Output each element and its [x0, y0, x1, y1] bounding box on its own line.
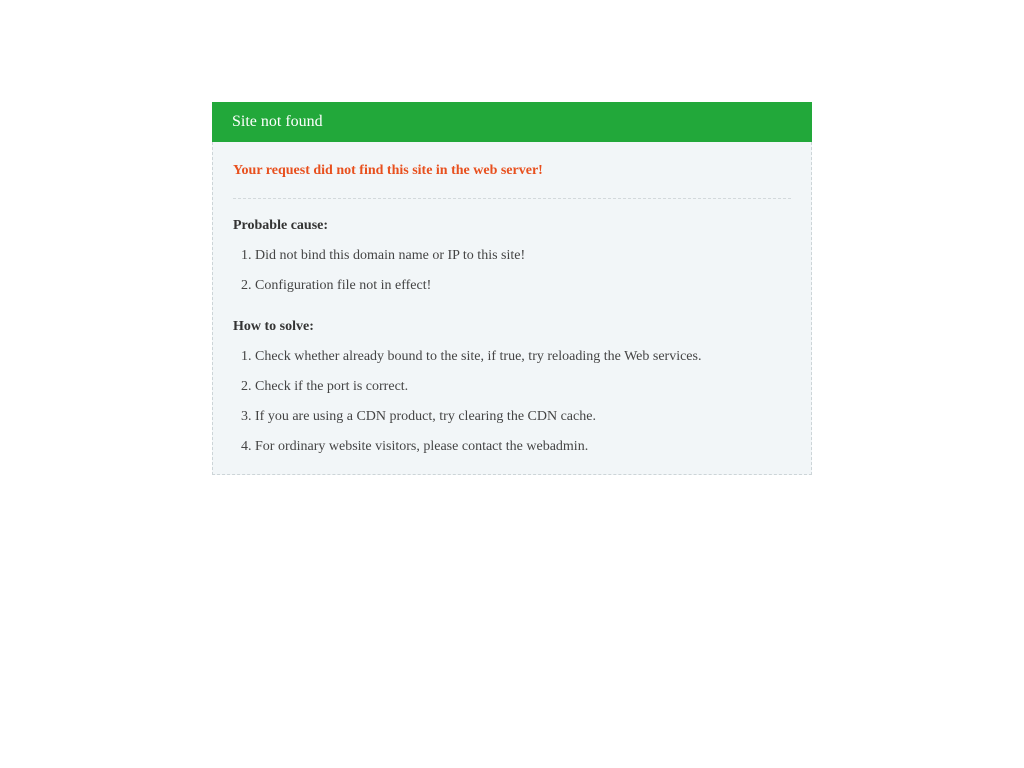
- list-item: 1. Check whether already bound to the site, if true, try reloading the Web services.: [255, 348, 791, 366]
- list-item: 2. Check if the port is correct.: [255, 378, 791, 396]
- page-title: Site not found: [232, 113, 323, 130]
- how-to-solve-heading: How to solve:: [233, 319, 314, 334]
- list-item: 2. Configuration file not in effect!: [255, 277, 791, 295]
- error-panel: [212, 142, 812, 475]
- list-item: 1. Did not bind this domain name or IP to this site!: [255, 247, 791, 265]
- page-header: [212, 102, 812, 142]
- error-message: Your request did not find this site in the web server!: [233, 162, 791, 199]
- probable-cause-heading: Probable cause:: [233, 218, 329, 233]
- how-to-solve-list: [233, 348, 791, 456]
- list-item: 3. If you are using a CDN product, try clearing the CDN cache.: [255, 408, 791, 426]
- error-page-container: [212, 102, 812, 475]
- probable-cause-list: [233, 247, 791, 295]
- list-item: 4. For ordinary website visitors, please contact the webadmin.: [255, 438, 791, 456]
